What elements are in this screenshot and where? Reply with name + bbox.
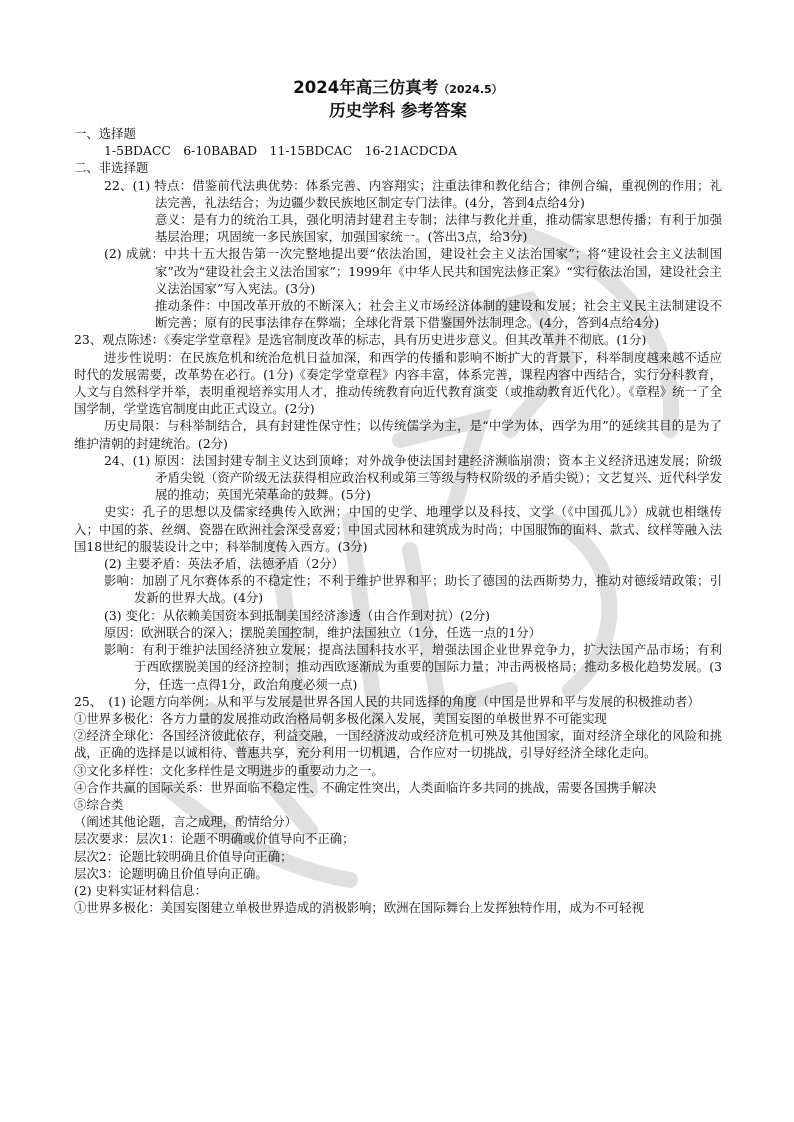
q24-2-impact: 影响：加剧了凡尔赛体系的不稳定性；不利于维护世界和平；助长了德国的法西斯势力，推动对德绥靖政策；引发新的世界大战。(4分) xyxy=(104,573,722,606)
q25-other-note: （阐述其他论题，言之成理，酌情给分） xyxy=(74,814,298,830)
q25-level-1: 层次要求：层次1：论题不明确或价值导向不正确； xyxy=(74,831,355,847)
q25-1-topic: 25、 (1) 论题方向举例：从和平与发展是世界各国人民的共同选择的角度（中国是世界和平与发展的积极推动者） xyxy=(74,693,700,709)
title-text: 2024年高三仿真考 xyxy=(293,78,439,97)
q22-2-achievements: (2) 成就：中共十五大报告第一次完整地提出要“依法治国，建设社会主义法治国家”；将“建设社会主义法制国家”改为“建设社会主义法治国家”；1999年《中华人民共和国宪法修正案》“实行依法治国，建设社会主义法治国家”写入宪法。(3分) xyxy=(104,246,722,296)
q22-2-conditions: 推动条件：中国改革开放的不断深入；社会主义市场经济体制的建设和发展；社会主义民主法制建设不断完善；原有的民事法律存在弊端；全球化背景下借鉴国外法制理念。(4分，答到4点给4分) xyxy=(155,298,722,331)
q25-item-5: ⑤综合类 xyxy=(74,796,124,812)
q24-3-reason: 原因：欧洲联合的深入；摆脱美国控制，维护法国独立（1分，任选一点的1分） xyxy=(104,624,542,640)
choice-answers: 1-5BDACC 6-10BABAD 11-15BDCAC 16-21ACDCDA xyxy=(104,143,458,159)
q25-item-1: ①世界多极化：各方力量的发展推动政治格局朝多极化深入发展，美国妄图的单极世界不可能实现 xyxy=(74,710,607,726)
document-subtitle: 历史学科 参考答案 xyxy=(329,101,467,120)
document-title xyxy=(74,78,722,100)
q25-level-2: 层次2：论题比较明确且价值导向正确； xyxy=(74,848,293,864)
q25-level-3: 层次3：论题明确且价值导向正确。 xyxy=(74,865,268,881)
q24-3-change: (3) 变化：从依赖美国资本到抵制美国经济渗透（由合作到对抗）(2分) xyxy=(104,607,490,623)
q24-3-impact: 影响：有利于维护法国经济独立发展；提高法国科技水平，增强法国企业世界竞争力，扩大法国产品市场；有利于西欧摆脱美国的经济控制；推动西欧逐渐成为重要的国际力量；冲击两极格局；推动多极化趋势发展。(3分，任选一点得1分，政治角度必须一点) xyxy=(104,642,722,692)
document-body xyxy=(74,78,722,916)
section-heading-choice: 一、选择题 xyxy=(74,126,136,141)
q25-item-3: ③文化多样性：文化多样性是文明进步的重要动力之一。 xyxy=(74,762,384,778)
q22-1-significance: 意义：是有力的统治工具，强化明清封建君主专制；法律与教化并重，推动儒家思想传播；有利于加强基层治理；巩固统一多民族国家，加强国家统一。(答出3点，给3分) xyxy=(155,212,722,245)
q25-item-2: ②经济全球化：各国经济彼此依存，利益交融，一国经济波动或经济危机可殃及其他国家，面对经济全球化的风险和挑战，正确的选择是以诚相待、普惠共享，充分利用一切机遇，合作应对一切挑战，引导好经济全球化走向。 xyxy=(74,728,722,761)
q23-viewpoint: 23、观点陈述：《奏定学堂章程》是选官制度改革的标志，具有历史进步意义。但其改革并不彻底。(1分) xyxy=(74,332,647,348)
exam-date: （2024.5） xyxy=(438,83,503,96)
q24-2-contradiction: (2) 主要矛盾：英法矛盾，法德矛盾（2分） xyxy=(104,556,345,572)
q23-progress: 进步性说明：在民族危机和统治危机日益加深，和西学的传播和影响不断扩大的背景下，科举制度越来越不适应时代的发展需要，改革势在必行。(1分)《奏定学堂章程》内容丰富，体系完善，课程内容中西结合，实行分科教育，人文与自然科学并举，表明重视培养实用人才，推动传统教育向近代教育演变（或推动教育近代化）。《章程》统一了全国学制，学堂选官制度由此正式设立。(2分) xyxy=(74,349,722,417)
q22-1-features: 22、(1) 特点：借鉴前代法典优势：体系完善、内容翔实；注重法律和教化结合；律例合编，重视例的作用；礼法完善，礼法结合；为边疆少数民族地区制定专门法律。(4分，答到4点给4分) xyxy=(104,177,722,210)
q24-1-causes: 24、(1) 原因：法国封建专制主义达到顶峰；对外战争使法国封建经济濒临崩溃；资本主义经济迅速发展；阶级矛盾尖锐（资产阶级无法获得相应政治权利或第三等级与特权阶级的矛盾尖锐）；文艺复兴、近代科学发展的推动；英国光荣革命的鼓舞。(5分) xyxy=(104,452,722,503)
q25-2-item-1: ①世界多极化：美国妄图建立单极世界造成的消极影响；欧洲在国际舞台上发挥独特作用，成为不可轻视 xyxy=(74,900,644,916)
section-heading-nonchoice: 二、非选择题 xyxy=(74,160,149,176)
q23-limitation: 历史局限：与科举制结合，具有封建性保守性；以传统儒学为主，是“中学为体，西学为用”的延续其目的是为了维护清朝的封建统治。(2分) xyxy=(74,418,722,451)
q24-1-facts: 史实：孔子的思想以及儒家经典传入欧洲；中国的史学、地理学以及科技、文学（《中国孤儿》）成就也相继传入；中国的茶、丝绸、瓷器在欧洲社会深受喜爱；中国式园林和建筑成为时尚；中国服饰的面料、款式、纹样等融入法国18世纪的服装设计之中；科举制度传入西方。(3分) xyxy=(74,504,722,554)
q25-item-4: ④合作共赢的国际关系：世界面临不稳定性、不确定性突出，人类面临许多共同的挑战，需要各国携手解决 xyxy=(74,779,657,795)
q25-2-heading: (2) 史料实证材料信息： xyxy=(74,882,208,898)
